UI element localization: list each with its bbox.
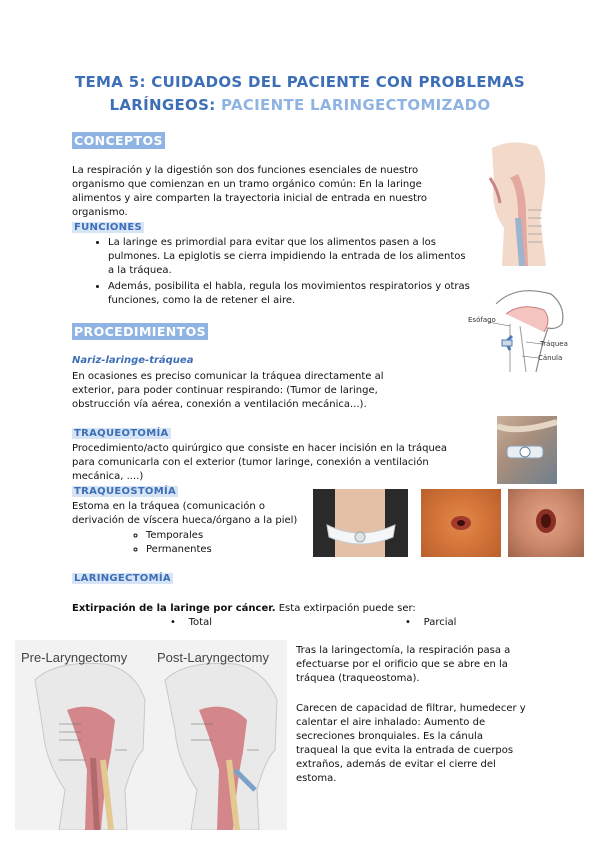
laringectomia-p1: Tras la laringectomía, la respiración pasa a efectuarse por el orificio que se abre en la tráquea (traqueostoma).	[296, 645, 511, 684]
traqueotomia-text: Procedimiento/acto quirúrgico que consiste en hacer incisión en la tráquea para comunicarla con el exterior (tumor laringe, conexión a ventilación mecánica, ....)	[72, 443, 448, 482]
laringectomia-intro	[72, 602, 512, 616]
page-title-line-2	[0, 96, 600, 114]
title-part-light: PACIENTE LARINGECTOMIZADO	[221, 96, 491, 114]
laringectomia-p2: Carecen de capacidad de filtrar, humedecer y calentar el aire inhalado: Aumento de secreciones bronquiales. Es la cánula traqueal la que evita la entrada de cuerpos extraños, además de evitar el cierre del estoma.	[296, 703, 526, 784]
heading-laringectomia: LARINGECTOMÍA	[74, 573, 171, 584]
heading-funciones: FUNCIONES	[74, 222, 142, 233]
list-item: • Además, posibilita el habla, regula los movimientos respiratorios y otras funciones, como la de retener el aire.	[108, 280, 470, 308]
title-part-dark: LARÍNGEOS:	[109, 96, 216, 114]
option-parcial: • Parcial	[405, 617, 457, 628]
procedimientos-text: En ocasiones es preciso comunicar la tráquea directamente al exterior, para poder continuar respirando: (Tumor de laringe, obstrucción vía aérea, conexión a ventilación mecánica...).	[72, 371, 384, 410]
pre-post-laryngectomy-figure	[15, 640, 287, 830]
post-laryngectomy-label: Post-Laryngectomy	[157, 650, 269, 665]
anatomy-illustration	[482, 138, 564, 266]
option-parcial-label: Parcial	[423, 617, 457, 628]
traqueostomia-list	[130, 529, 212, 557]
conceptos-text: La respiración y la digestión son dos funciones esenciales de nuestro organismo que comienzan en un tramo orgánico común: En la laringe alimentos y aire comparten la trayectoria inicial de entrada en nuestro organismo.	[72, 165, 428, 218]
heading-procedimientos: PROCEDIMIENTOS	[74, 324, 206, 339]
list-item: • La laringe es primordial para evitar que los alimentos pasen a los pulmones. La epiglotis se cierra impidiendo la entrada de los alimentos a la tráquea.	[108, 236, 470, 278]
heading-conceptos: CONCEPTOS	[74, 133, 163, 148]
label-esofago: Esófago	[468, 316, 496, 324]
funciones-list	[72, 236, 470, 310]
tracheostomy-collar-photo	[313, 489, 408, 557]
cannula-diagram	[466, 284, 576, 372]
heading-traqueostomia: TRAQUEOSTOMÍA	[74, 486, 177, 497]
option-total: • Total	[170, 617, 212, 628]
pre-laryngectomy-label: Pre-Laryngectomy	[21, 650, 128, 665]
label-traquea: Tráquea	[540, 340, 568, 348]
stoma-photo-2	[508, 489, 584, 557]
page-title-line-1: TEMA 5: CUIDADOS DEL PACIENTE CON PROBLEMAS	[74, 73, 526, 91]
procedimientos-subtitle: Nariz-laringe-tráquea	[72, 355, 194, 366]
traqueostomia-text: Estoma en la tráquea (comunicación o derivación de víscera hueca/órgano a la piel)	[72, 501, 298, 526]
list-item: ◦ Permanentes	[146, 543, 212, 557]
tracheotomy-photo	[497, 416, 557, 484]
laringectomia-bold-text: Extirpación de la laringe por cáncer.	[72, 603, 276, 614]
heading-traqueotomia: TRAQUEOTOMÍA	[74, 428, 169, 439]
laringectomia-text: Esta extirpación puede ser:	[275, 603, 416, 614]
label-canula: Cánula	[538, 354, 563, 362]
stoma-photo-1	[421, 489, 501, 557]
option-total-label: Total	[188, 617, 212, 628]
list-item: ◦ Temporales	[146, 529, 212, 543]
